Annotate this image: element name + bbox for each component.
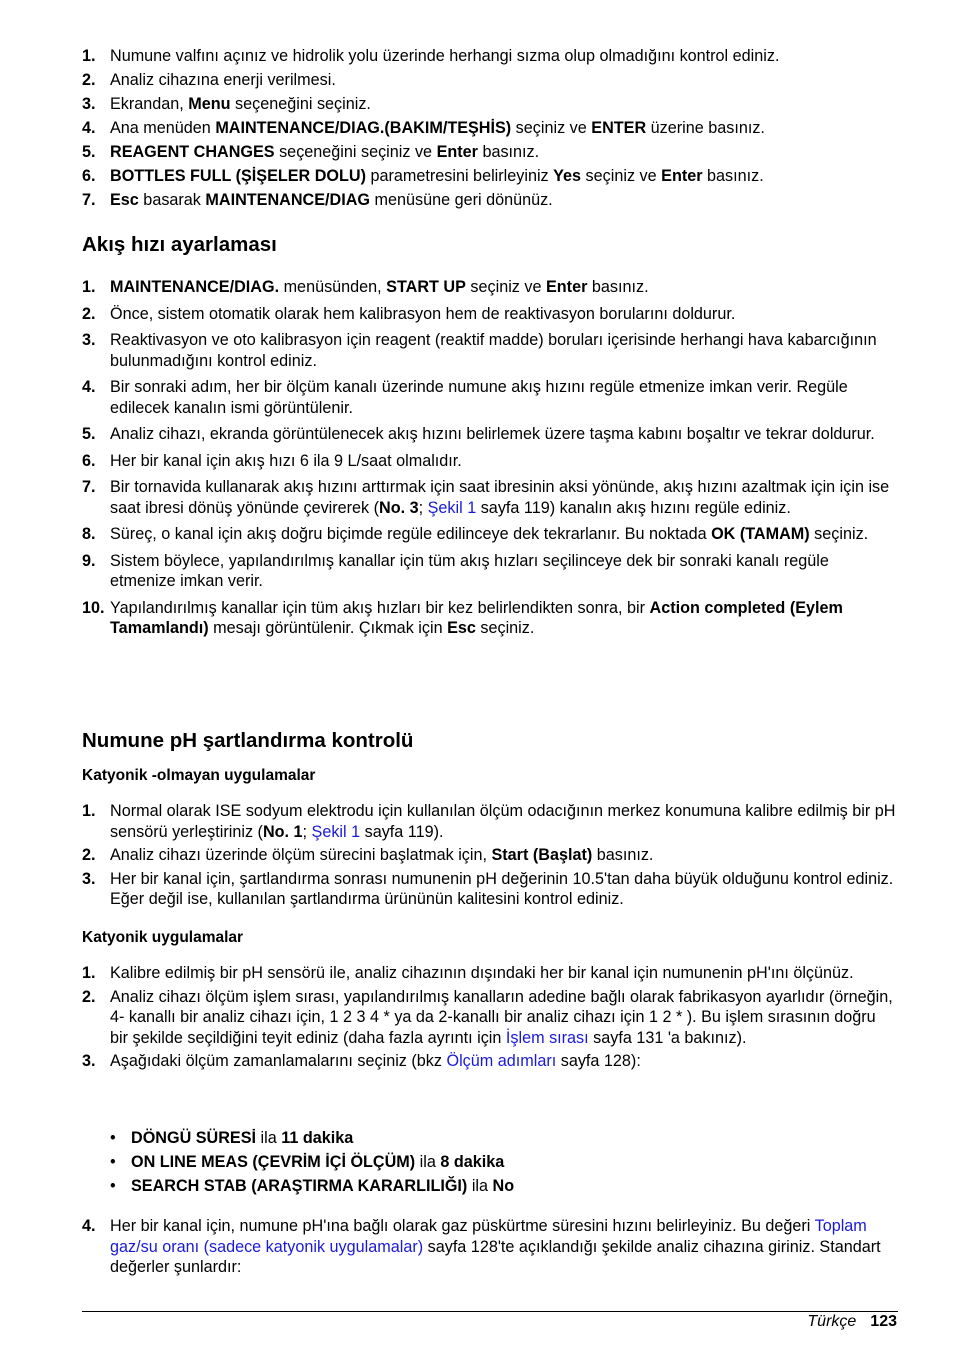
step-text (110, 987, 898, 1049)
body-text: seçeneğini seçiniz ve (274, 143, 437, 161)
body-text: ila (415, 1153, 441, 1171)
step-number: 7. (82, 191, 96, 209)
page-number: 123 (870, 1313, 897, 1330)
step-number: 8. (82, 525, 96, 543)
step-text (110, 1051, 898, 1072)
step-number: 6. (82, 167, 96, 185)
list-item (82, 869, 898, 910)
step-number: 4. (82, 119, 96, 137)
list-item (82, 451, 898, 472)
cationic-steps-list (82, 963, 898, 1075)
bullet-icon: • (110, 1129, 116, 1147)
emphasis-text: Start (Başlat) (491, 846, 593, 864)
emphasis-text: No. 3 (379, 498, 419, 517)
emphasis-text: MAINTENANCE/DIAG. (110, 278, 280, 296)
bullet-text (131, 1177, 514, 1195)
step-text (110, 424, 898, 445)
body-text: Reaktivasyon ve oto kalibrasyon için reagent (reaktif madde) boruları içerisinde herhangi hava kabarcığının bulunmadığını kontrol ediniz. (110, 331, 877, 370)
bullet-icon: • (110, 1153, 116, 1171)
step-text (110, 551, 898, 592)
step-number: 5. (82, 425, 96, 443)
list-item (82, 46, 779, 70)
cross-reference-link[interactable]: İşlem sırası (505, 1028, 589, 1047)
body-text: ila (467, 1177, 493, 1195)
emphasis-text: OK (TAMAM) (711, 525, 810, 543)
emphasis-text: No (492, 1177, 515, 1195)
body-text: ; (302, 822, 312, 841)
list-item (82, 70, 779, 94)
list-item (82, 424, 898, 445)
section-title-flow-rate: Akış hızı ayarlaması (82, 233, 277, 256)
body-text: üzerine basınız. (646, 119, 765, 137)
bullet-icon: • (110, 1177, 116, 1195)
body-text: ila (256, 1129, 282, 1147)
list-item (82, 477, 898, 518)
emphasis-text: Action completed (Eylem Tamamlandı) (110, 598, 843, 637)
step-text (110, 524, 898, 545)
body-text: Kalibre edilmiş bir pH sensörü ile, analiz cihazının dışındaki her bir kanal için numunenin pH'ını ölçünüz. (110, 964, 854, 982)
step-number: 2. (82, 987, 96, 1006)
step-text (110, 142, 779, 163)
body-text: Her bir kanal için, şartlandırma sonrası numunenin pH değerinin 10.5'tan daha büyük olduğunu kontrol ediniz. Eğer değil ise, kullanılan şartlandırma ürününün kalitesini kontrol ediniz. (110, 869, 894, 908)
page-footer (807, 1312, 897, 1332)
step-number: 2. (82, 846, 96, 864)
step-number: 7. (82, 478, 96, 496)
list-item (82, 377, 898, 418)
step-number: 4. (82, 378, 96, 396)
body-text: menüsüne geri dönünüz. (369, 191, 553, 209)
list-item (82, 330, 898, 371)
body-text: Ekrandan, (110, 95, 189, 113)
step-number: 5. (82, 143, 96, 161)
body-text: seçiniz ve (511, 119, 592, 137)
subsection-title-cationic: Katyonik uygulamalar (82, 929, 244, 946)
step-number: 3. (82, 1052, 96, 1070)
emphasis-text: DÖNGÜ SÜRESİ (131, 1129, 257, 1147)
body-text: Normal olarak ISE sodyum elektrodu için kullanılan ölçüm odacığının merkez konumuna kalibre edilmiş bir pH sensörü yerleştiriniz ( (110, 802, 896, 841)
list-item (82, 190, 779, 214)
step-number: 3. (82, 95, 96, 113)
emphasis-text: 11 dakika (281, 1129, 354, 1147)
body-text: basarak (138, 191, 206, 209)
step-number: 9. (82, 551, 96, 570)
bullet-text (131, 1153, 504, 1171)
emphasis-text: Enter (546, 278, 588, 296)
step-number: 1. (82, 802, 96, 820)
footer-language: Türkçe (807, 1313, 857, 1330)
emphasis-text: Esc (447, 619, 476, 637)
body-text: Aşağıdaki ölçüm zamanlamalarını seçiniz (bkz (110, 1052, 447, 1070)
bullet-item (110, 1152, 514, 1176)
step-number: 2. (82, 71, 96, 89)
body-text: seçiniz ve (581, 167, 662, 185)
step-text (110, 598, 898, 639)
body-text: Sistem böylece, yapılandırılmış kanallar için tüm akış hızları seçilinceye dek bir sonraki kanalı regüle etmenize imkan verir. (110, 551, 829, 590)
body-text: Analiz cihazına enerji verilmesi. (110, 71, 336, 89)
step-text (110, 377, 898, 418)
body-text: Her bir kanal için akış hızı 6 ila 9 L/saat olmalıdır. (110, 451, 462, 470)
step-number: 4. (82, 1217, 96, 1235)
list-item (82, 845, 898, 866)
body-text: Analiz cihazı ölçüm işlem sırası, yapılandırılmış kanalların adedine bağlı olarak fabrikasyon ayarlıdır (örneğin, 4- kanallı bir analiz cihazı için, 1 2 3 4 * ya da 2-kanallı bir analiz cihazı için 1 2 * ). Bu işlem sırasının doğru bir şekilde seçildiğini teyit ediniz (daha fazla ayrıntı için (110, 987, 893, 1047)
step-number: 6. (82, 451, 96, 470)
step-text (110, 869, 898, 910)
body-text: basınız. (702, 167, 764, 185)
list-item (82, 963, 898, 984)
list-item (82, 1216, 898, 1278)
list-item (82, 142, 779, 166)
section-title-ph-conditioning: Numune pH şartlandırma kontrolü (82, 729, 414, 752)
body-text: Analiz cihazı üzerinde ölçüm sürecini başlatmak için, (110, 846, 492, 864)
cross-reference-link[interactable]: Şekil 1 (311, 822, 361, 841)
emphasis-text: MAINTENANCE/DIAG.(BAKIM/TEŞHİS) (215, 119, 512, 137)
list-item (82, 118, 779, 142)
emphasis-text: BOTTLES FULL (ŞİŞELER DOLU) (110, 167, 366, 185)
step-text (110, 304, 898, 325)
body-text: Yapılandırılmış kanallar için tüm akış hızları bir kez belirlendikten sonra, bir (110, 598, 650, 617)
body-text: sayfa 128'te açıklandığı şekilde analiz cihazına giriniz. Standart değerler şunlardır: (110, 1237, 881, 1276)
flow-rate-steps-list (82, 277, 898, 645)
cross-reference-link[interactable]: Ölçüm adımları (446, 1052, 557, 1070)
body-text: Analiz cihazı, ekranda görüntülenecek akış hızını belirlemek üzere taşma kabını boşaltır ve tekrar doldurur. (110, 425, 875, 443)
body-text: seçiniz. (475, 619, 535, 637)
cross-reference-link[interactable]: Şekil 1 (427, 498, 477, 517)
subsection-title-non-cationic: Katyonik -olmayan uygulamalar (82, 767, 316, 784)
non-cationic-steps-list (82, 801, 898, 913)
body-text: seçiniz. (809, 525, 869, 543)
body-text: Bir sonraki adım, her bir ölçüm kanalı üzerinde numune akış hızını regüle etmenize imkan verir. Regüle edilecek kanalın ismi görüntülenir. (110, 378, 848, 417)
list-item (82, 277, 898, 298)
step-text (110, 166, 779, 187)
body-text: sayfa 131 'a bakınız). (588, 1028, 747, 1047)
body-text: Süreç, o kanal için akış doğru biçimde regüle edilinceye dek tekrarlanır. Bu noktada (110, 525, 712, 543)
step-number: 3. (82, 331, 96, 349)
body-text: sayfa 128): (556, 1052, 641, 1070)
step-text (110, 118, 779, 139)
body-text: basınız. (587, 278, 649, 296)
list-item (82, 598, 898, 639)
emphasis-text: Yes (553, 167, 582, 185)
step-number: 10. (82, 598, 105, 617)
step-text (110, 46, 779, 67)
step-text (110, 477, 898, 518)
body-text: seçiniz ve (465, 278, 546, 296)
bullet-item (110, 1128, 514, 1152)
body-text: ; (418, 498, 428, 517)
timing-bullets-list (110, 1128, 514, 1200)
step-number: 2. (82, 304, 96, 323)
cationic-steps-list-continued (82, 1216, 898, 1278)
body-text: basınız. (477, 143, 540, 161)
list-item (82, 524, 898, 545)
body-text: Her bir kanal için, numune pH'ına bağlı olarak gaz püskürtme süresini hızını belirleyiniz. Bu değeri (110, 1217, 815, 1235)
body-text: Ana menüden (110, 119, 216, 137)
step-text (110, 277, 898, 298)
step-number: 1. (82, 964, 96, 982)
step-number: 1. (82, 47, 96, 65)
cross-reference-link[interactable]: Toplam gaz/su oranı (sadece katyonik uygulamalar) (110, 1217, 867, 1256)
step-text (110, 963, 898, 984)
body-text: sayfa 119) kanalın akış hızını regüle ediniz. (476, 498, 791, 517)
body-text: Numune valfını açınız ve hidrolik yolu üzerinde herhangi sızma olup olmadığını kontrol ediniz. (110, 47, 780, 65)
body-text: seçeneğini seçiniz. (230, 95, 371, 113)
list-item (82, 1051, 898, 1072)
list-item (82, 987, 898, 1049)
emphasis-text: No. 1 (262, 822, 303, 841)
startup-steps-list (82, 46, 779, 214)
bullet-item (110, 1176, 514, 1200)
step-text (110, 190, 779, 211)
emphasis-text: SEARCH STAB (ARAŞTIRMA KARARLILIĞI) (131, 1177, 468, 1195)
body-text: sayfa 119). (360, 822, 444, 841)
step-number: 1. (82, 278, 96, 296)
body-text: parametresini belirleyiniz (366, 167, 554, 185)
step-text (110, 845, 898, 866)
list-item (82, 94, 779, 118)
list-item (82, 801, 898, 842)
emphasis-text: REAGENT CHANGES (110, 143, 275, 161)
emphasis-text: Enter (436, 143, 478, 161)
body-text: Önce, sistem otomatik olarak hem kalibrasyon hem de reaktivasyon borularını doldurur. (110, 304, 736, 323)
emphasis-text: ENTER (591, 119, 647, 137)
step-text (110, 1216, 898, 1278)
list-item (82, 304, 898, 325)
list-item (82, 551, 898, 592)
step-text (110, 451, 898, 472)
step-text (110, 330, 898, 371)
emphasis-text: Menu (188, 95, 231, 113)
list-item (82, 166, 779, 190)
step-text (110, 70, 779, 91)
step-text (110, 801, 898, 842)
emphasis-text: Esc (110, 191, 139, 209)
footer-divider (82, 1311, 898, 1312)
emphasis-text: 8 dakika (440, 1153, 505, 1171)
body-text: menüsünden, (279, 278, 387, 296)
body-text: basınız. (592, 846, 654, 864)
body-text: Bir tornavida kullanarak akış hızını arttırmak için saat ibresinin aksi yönünde, akış hızını azaltmak için için ise saat ibresi dönüş yönünde çevirerek ( (110, 478, 890, 517)
emphasis-text: START UP (386, 278, 466, 296)
step-text (110, 94, 779, 115)
body-text: mesajı görüntülenir. Çıkmak için (208, 619, 448, 637)
emphasis-text: ON LINE MEAS (ÇEVRİM İÇİ ÖLÇÜM) (131, 1153, 416, 1171)
emphasis-text: MAINTENANCE/DIAG (205, 191, 370, 209)
bullet-text (131, 1129, 353, 1147)
emphasis-text: Enter (661, 167, 703, 185)
step-number: 3. (82, 869, 96, 888)
